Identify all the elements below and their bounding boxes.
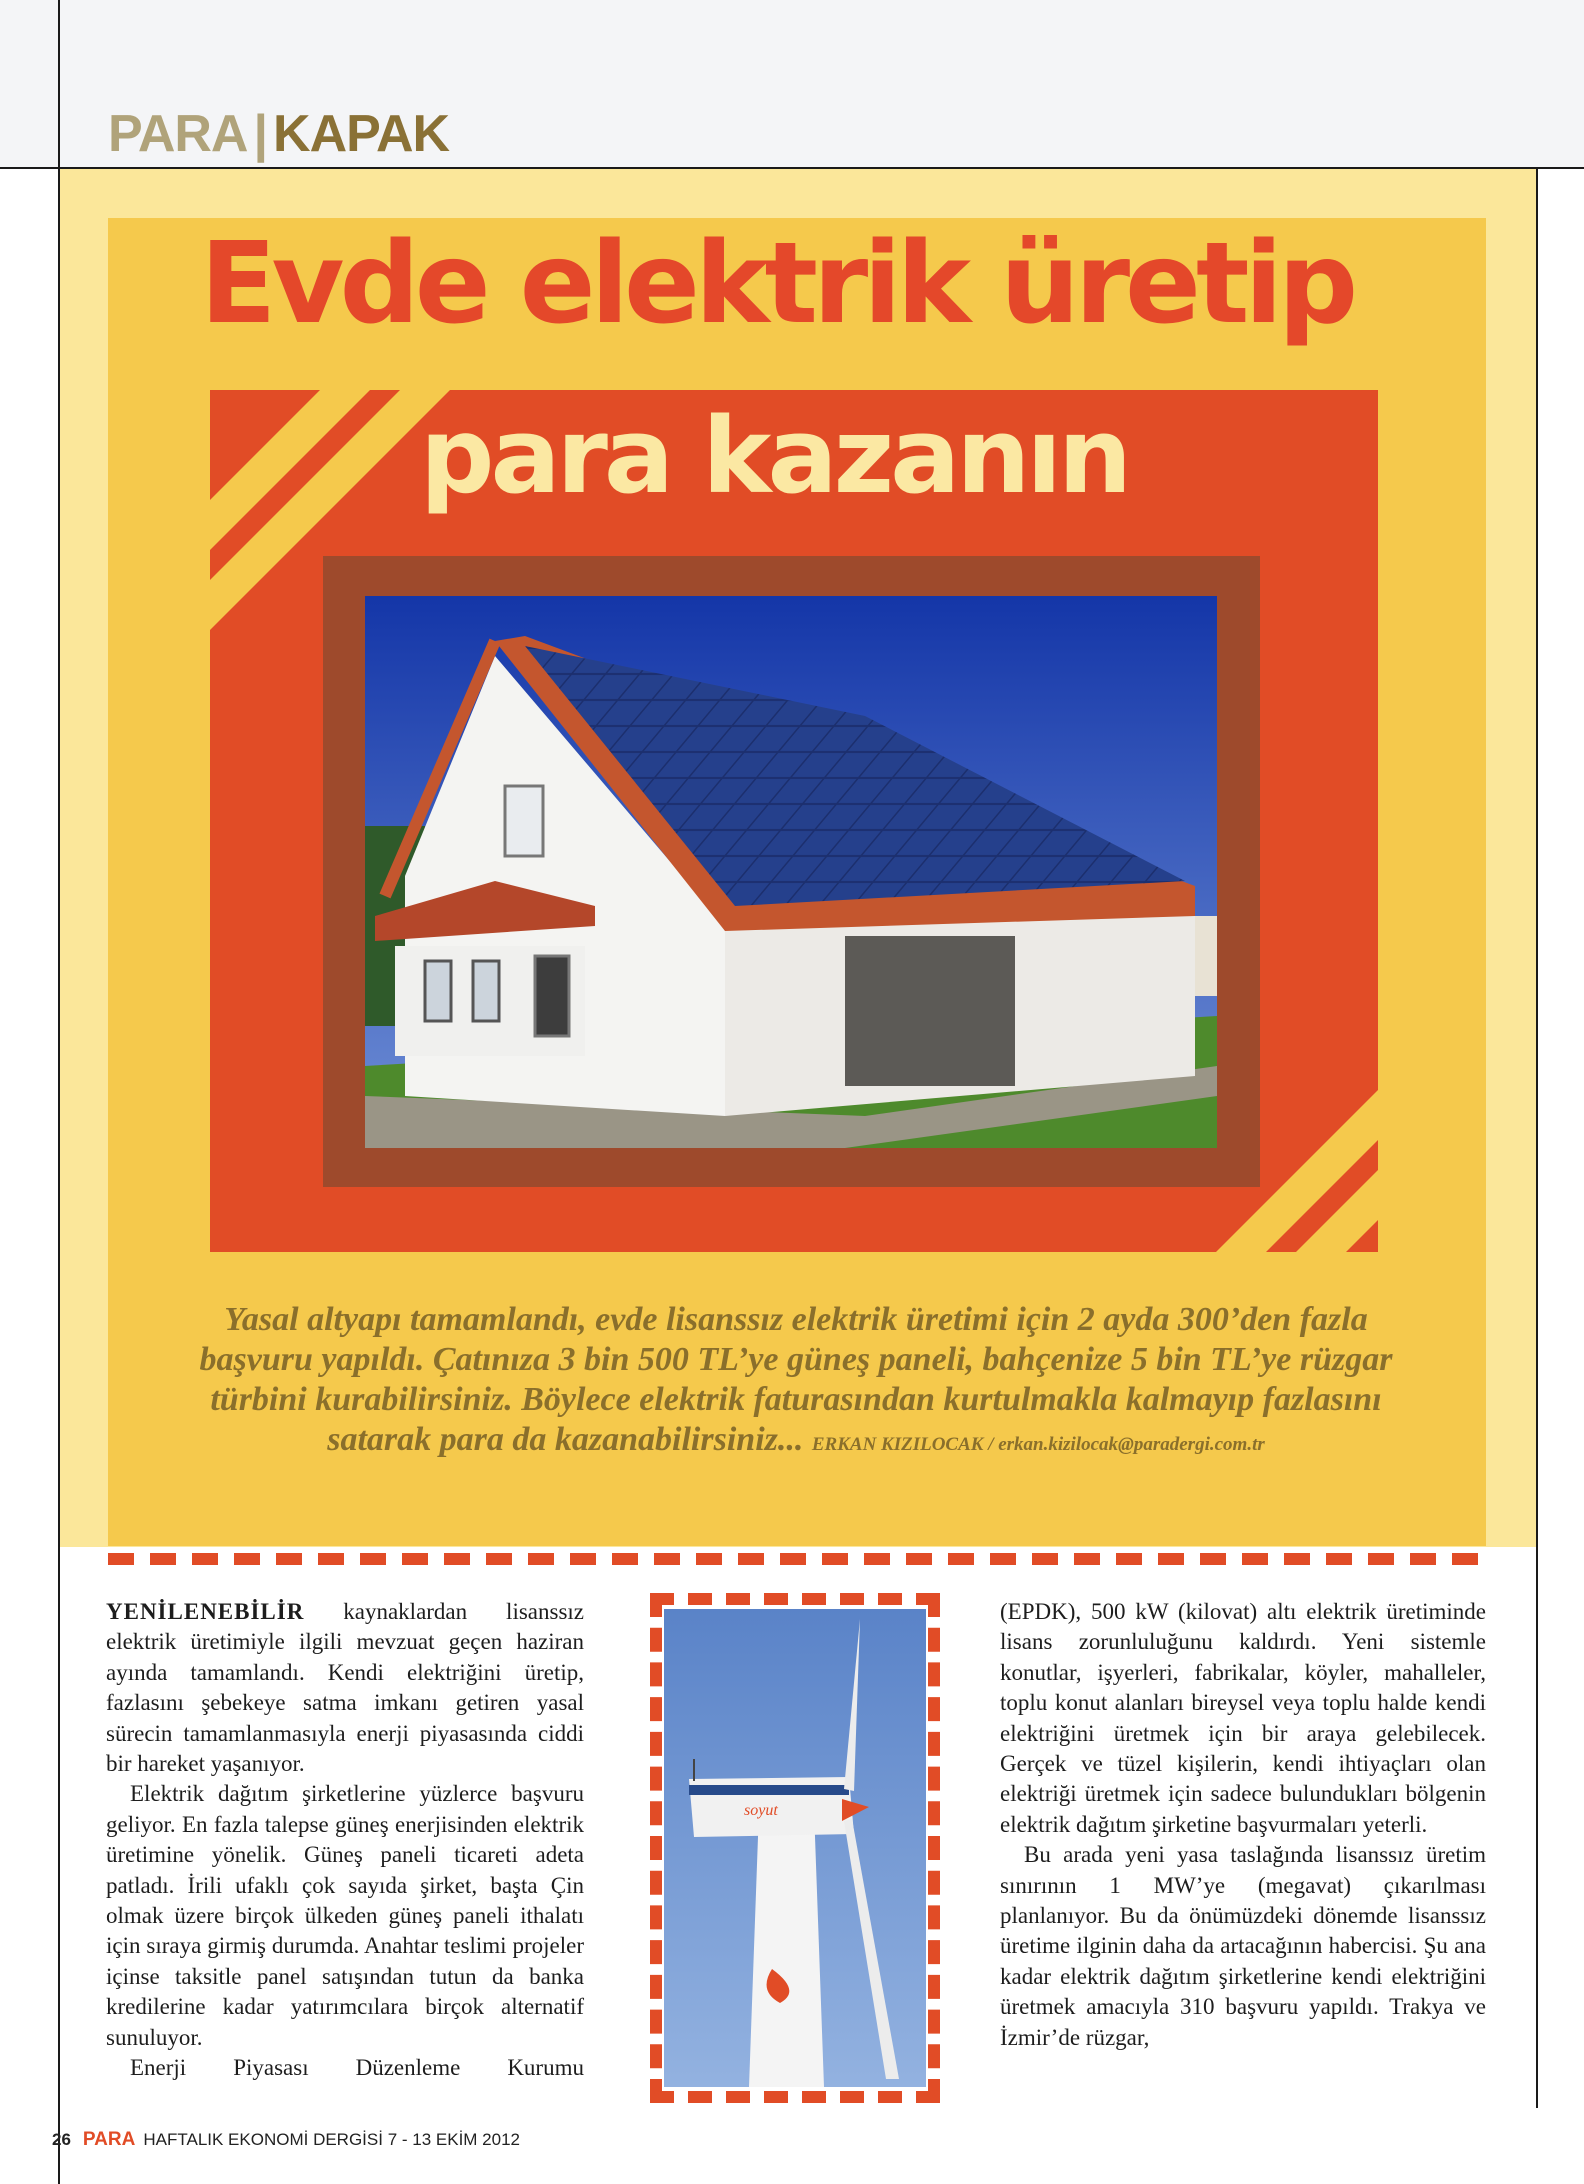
lead-word: YENİLENEBİLİR (106, 1599, 305, 1624)
wind-turbine-photo (664, 1609, 926, 2087)
nacelle-stripe (689, 1785, 849, 1795)
paragraph-text: kaynaklardan lisanssız elektrik üretimiyle ilgili mevzuat geçen haziran ayında tamamlandı. Kendi elektriğini üretip, fazlasını şebekeye satma imkanı getiren yasal sürecin tamamlanmasıyla enerji piyasasında ciddi bir hareket yaşanıyor. (106, 1599, 584, 1777)
body-column-right (1000, 1597, 1486, 2053)
deck-summary: Yasal altyapı tamamlandı, evde lisanssız elektrik üretimi için 2 ayda 300’den fazla başvuru yapıldı. Çatınıza 3 bin 500 TL’ye güneş paneli, bahçenize 5 bin TL’ye rüzgar türbini kurabilirsiniz. Böylece elektrik faturasından kurtulmakla kalmayıp fazlasını satarak para da kazanabilirsiniz... (199, 1301, 1393, 1458)
section-separator: | (253, 105, 268, 163)
tower (749, 1809, 824, 2087)
author-name: ERKAN KIZILOCAK (811, 1434, 984, 1455)
paragraph: (EPDK), 500 kW (kilovat) altı elektrik üretiminde lisans zorunluluğunu kaldırdı. Yeni sistemle konutlar, işyerleri, fabrikalar, köyler, mahalleler, toplu konut alanları bireysel veya toplu halde kendi elektriğini üretmek için bir araya gelebilecek. Gerçek ve tüzel kişilerin, kendi ihtiyaçları olan elektriği üretmek için sadece bulundukları bölgenin elektrik dağıtım şirketine başvurmaları yeterli. (1000, 1599, 1486, 1837)
body-column-left (106, 1597, 584, 2084)
page-footer (52, 2129, 520, 2151)
deck-text (196, 1300, 1396, 1465)
bay-window-2 (473, 961, 499, 1021)
byline: ERKAN KIZILOCAK / erkan.kizilocak@paradergi.com.tr (811, 1434, 1265, 1455)
patio-window (845, 936, 1015, 1086)
headline-line-2: para kazanın (420, 395, 1129, 517)
bay-window-1 (425, 961, 451, 1021)
dashed-rule (108, 1553, 1486, 1565)
bay-window-3 (535, 956, 569, 1036)
paragraph: Bu arada yeni yasa taslağında lisanssız üretim sınırının 1 MW’ye (megavat) çıkarılması planlanıyor. Bu da önümüzdeki dönemde lisanssız üretime ilginin daha da artacağının habercisi. Şu ana kadar elektrik dağıtım şirketlerine kendi elektriğini üretmek amacıyla 310 başvuru yapıldı. Trakya ve İzmir’de rüzgar, (1000, 1842, 1486, 2050)
upper-window (505, 786, 543, 856)
house-solar-photo (365, 596, 1217, 1148)
section-header (108, 104, 449, 164)
paragraph: Elektrik dağıtım şirketlerine yüzlerce başvuru geliyor. En fazla talepse güneş enerjisinden elektrik üretimine yönelik. Güneş paneli ticareti adeta patladı. İrili ufaklı çok sayıda şirket, başta Çin olmak üzere birçok ülkeden güneş paneli ithalatı için sıraya girmiş durumda. Anahtar teslimi projeler içinse taksitle panel satışından tutun da banka kredilerine kadar yatırımcılara birçok alternatif sunuluyor. (106, 1781, 584, 2050)
headline-line-1: Evde elektrik üretip (200, 219, 1354, 349)
footer-brand: PARA (82, 2129, 136, 2150)
right-rule (1536, 168, 1538, 2108)
author-email[interactable]: erkan.kizilocak@paradergi.com.tr (998, 1434, 1265, 1455)
section-name: PARA (108, 105, 248, 163)
paragraph (106, 1597, 584, 1779)
paragraph: Enerji Piyasası Düzenleme Kurumu (130, 2055, 584, 2081)
page-number: 26 (52, 2130, 71, 2149)
section-category: KAPAK (273, 105, 450, 163)
issue-info: HAFTALIK EKONOMİ DERGİSİ 7 - 13 EKİM 2012 (143, 2130, 520, 2149)
turbine-brand: soyut (744, 1802, 778, 1819)
